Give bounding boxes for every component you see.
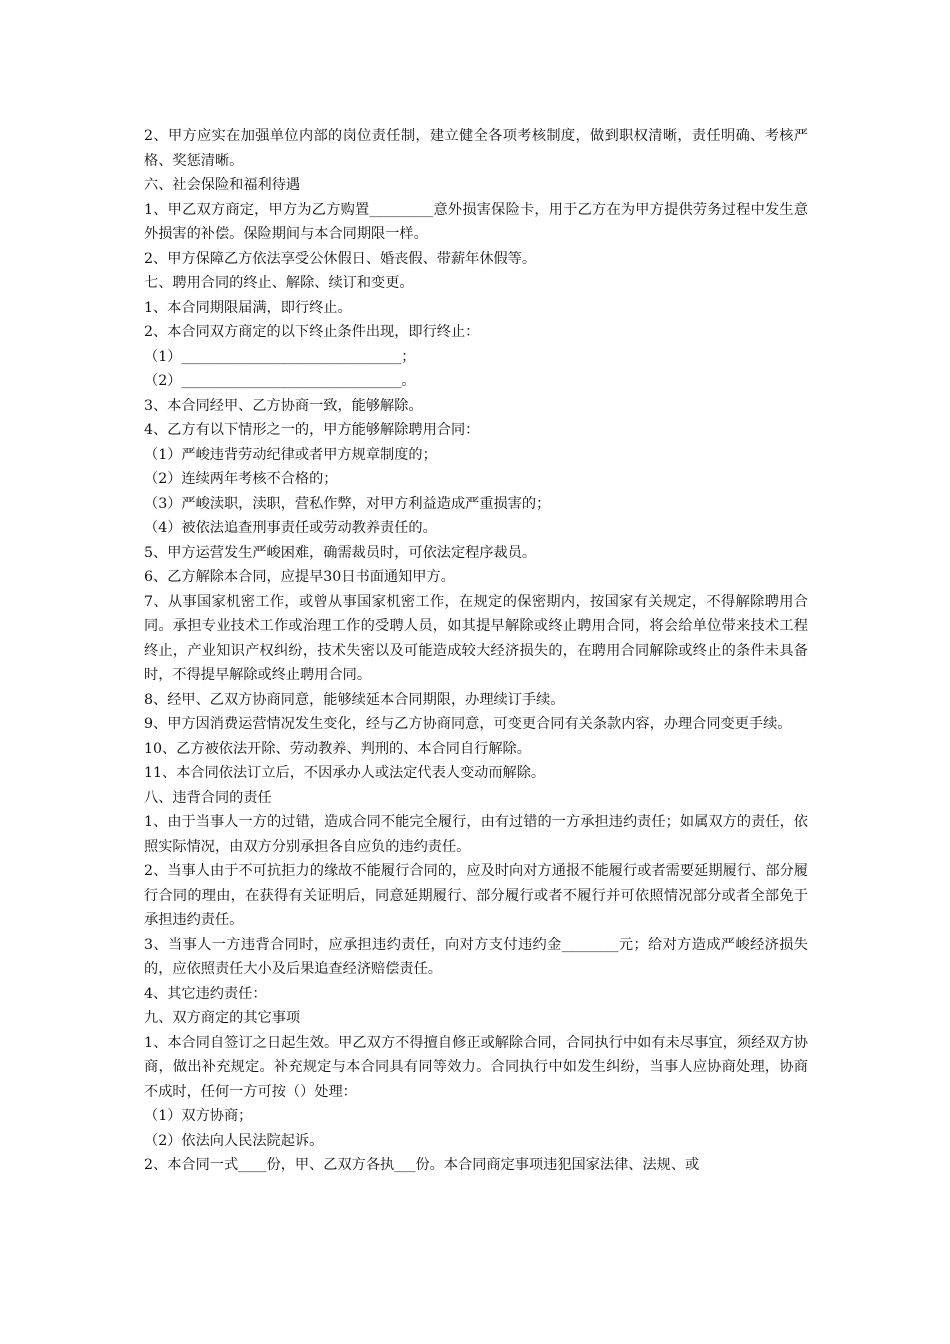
clause-7-3: 3、本合同经甲、乙方协商一致，能够解除。 bbox=[144, 397, 423, 414]
clause-9-2: 2、本合同一式____份，甲、乙双方各执___份。本合同商定事项违犯国家法律、法规、或 bbox=[144, 1157, 700, 1173]
clause-8-4: 4、其它违约责任： bbox=[144, 985, 267, 1002]
document-body bbox=[144, 124, 808, 1178]
clause-7-10: 10、乙方被依法开除、劳动教养、判刑的、本合同自行解除。 bbox=[144, 740, 531, 757]
clause-7-4-item-2: （2）连续两年考核不合格的； bbox=[144, 471, 338, 487]
clause-8-1: 1、由于当事人一方的过错，造成合同不能完全履行，由有过错的一方承担违约责任；如属双方的责任，依照实际情况，由双方分别承担各自应负的违约责任。 bbox=[144, 814, 808, 855]
clause-8-2: 2、当事人由于不可抗拒力的缘故不能履行合同的，应及时向对方通报不能履行或者需要延期履行、部分履行合同的理由，在获得有关证明后，同意延期履行、部分履行或者不履行并可依照情况部分或者全部免于承担违约责任。 bbox=[144, 863, 808, 928]
clause-9-1: 1、本合同自签订之日起生效。甲乙双方不得擅自修正或解除合同，合同执行中如有未尽事宜，须经双方协商，做出补充规定。补充规定与本合同具有同等效力。合同执行中如发生纠纷，当事人应协商处理，协商不成时，任何一方可按（）处理： bbox=[144, 1034, 808, 1100]
clause-7-5: 5、甲方运营发生严峻困难，确需裁员时，可依法定程序裁员。 bbox=[144, 544, 537, 561]
clause-7-8: 8、经甲、乙双方协商同意，能够续延本合同期限，办理续订手续。 bbox=[144, 691, 565, 708]
clause-7-2-item-1: （1）_______________________________； bbox=[144, 348, 416, 365]
clause-6-2: 2、甲方保障乙方依法享受公休假日、婚丧假、带薪年休假等。 bbox=[144, 250, 537, 267]
clause-9-1-item-2: （2）依法向人民法院起诉。 bbox=[144, 1132, 324, 1149]
clause-7-4-item-1: （1）严峻违背劳动纪律或者甲方规章制度的； bbox=[144, 446, 437, 463]
clause-7-11: 11、本合同依法订立后，不因承办人或法定代表人变动而解除。 bbox=[144, 765, 546, 781]
clause-6-1: 1、甲乙双方商定，甲方为乙方购置_________意外损害保险卡，用于乙方在为甲方提供劳务过程中发生意外损害的补偿。保险期间与本合同期限一样。 bbox=[144, 201, 808, 242]
clause-7-7: 7、从事国家机密工作，或曾从事国家机密工作，在规定的保密期内，按国家有关规定，不得解除聘用合同。承担专业技术工作或治理工作的受聘人员，如其提早解除或终止聘用合同，将会给单位带来技术工程终止，产业知识产权纠纷，技术失密以及可能造成较大经济损失的，在聘用合同解除或终止的条件未具备时，不得提早解除或终止聘用合同。 bbox=[144, 593, 808, 683]
clause-7-6: 6、乙方解除本合同，应提早30日书面通知甲方。 bbox=[144, 569, 455, 585]
clause-9-1-item-1: （1）双方协商； bbox=[144, 1108, 253, 1124]
clause-7-4-item-4: （4）被依法追查刑事责任或劳动教养责任的。 bbox=[144, 520, 437, 536]
section-heading-6: 六、社会保险和福利待遇 bbox=[144, 177, 301, 193]
clause-7-1: 1、本合同期限届满，即行终止。 bbox=[144, 299, 352, 316]
clause-7-2: 2、本合同双方商定的以下终止条件出现，即行终止： bbox=[144, 324, 480, 340]
clause-7-4: 4、乙方有以下情形之一的，甲方能够解除聘用合同： bbox=[144, 422, 480, 438]
clause-7-4-item-3: （3）严峻渎职，渎职，营私作弊，对甲方利益造成严重损害的； bbox=[144, 495, 551, 512]
clause-8-3: 3、当事人一方违背合同时，应承担违约责任，向对方支付违约金________元；给对方造成严峻经济损失的，应依照责任大小及后果追查经济赔偿责任。 bbox=[144, 936, 808, 977]
clause-7-2-item-2: （2）_______________________________。 bbox=[144, 373, 416, 389]
clause-7-9: 9、甲方因消费运营情况发生变化，经与乙方协商同意，可变更合同有关条款内容，办理合同变更手续。 bbox=[144, 716, 792, 732]
section-heading-7: 七、聘用合同的终止、解除、续订和变更。 bbox=[144, 275, 414, 291]
clause-2-responsibility: 2、甲方应实在加强单位内部的岗位责任制，建立健全各项考核制度，做到职权清晰，责任明确、考核严格、奖惩清晰。 bbox=[144, 128, 808, 169]
section-heading-9: 九、双方商定的其它事项 bbox=[144, 1010, 301, 1026]
section-heading-8: 八、违背合同的责任 bbox=[144, 789, 272, 806]
